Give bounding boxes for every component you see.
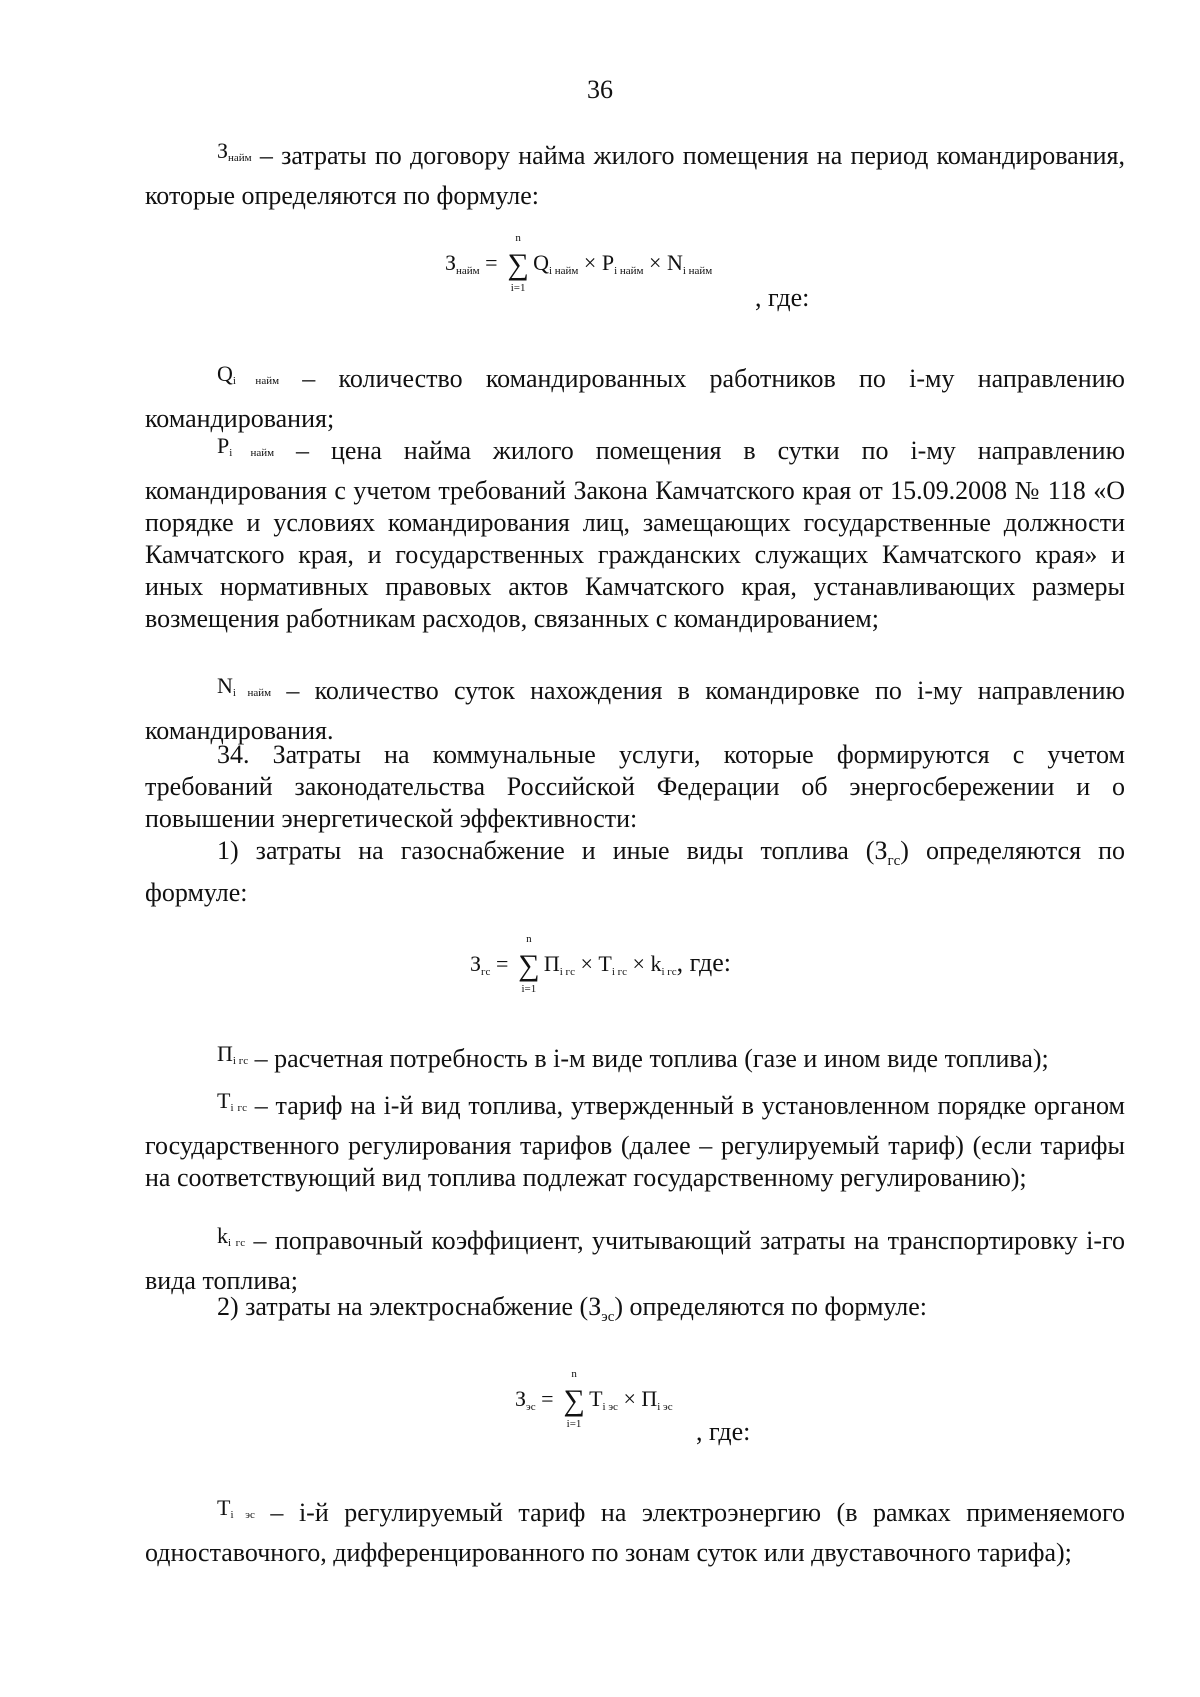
paragraph-text: – тариф на i-й вид топлива, утвержденный в установленном порядке органом государственного регулирования тарифов (далее – регулируемый тариф) (если тарифы на соответствующий вид топлива подлежат государственному регулированию); xyxy=(145,1091,1125,1192)
paragraph-34: 34. Затраты на коммунальные услуги, которые формируются с учетом требований законодательства Российской Федерации об энергосбережении и о повышении энергетической эффективности: xyxy=(145,740,1125,833)
paragraph-n-naim xyxy=(145,675,1125,747)
paragraph-text: – количество командированных работников по i-му направлению командирования; xyxy=(145,364,1125,433)
paragraph-p-naim xyxy=(145,435,1125,635)
formula-z-naim: Знайм = ∑ n i=1 Qi найм × Pi найм × Ni найм xyxy=(445,231,713,294)
paragraph-text: – затраты по договору найма жилого помещения на период командирования, которые определяются по формуле: xyxy=(145,141,1125,210)
paragraph-text: – количество суток нахождения в командировке по i-му направлению командирования. xyxy=(145,676,1125,745)
formula-z-gs: Згс = ∑ n i=1 Пi гс × Ti гс × ki гс, где: xyxy=(470,932,732,995)
paragraph-gas-supply: 1) затраты на газоснабжение и иные виды топлива $(З_{гс})$ определяются по формуле: xyxy=(145,836,1125,908)
symbol-t-gs: Ti гс xyxy=(217,1088,247,1114)
sum-symbol: ∑ n i=1 xyxy=(518,932,540,995)
formula-z-es: Зэс = ∑ n i=1 Ti эс × Пi эс xyxy=(515,1367,673,1430)
symbol-q-naim: Qi найм xyxy=(217,361,280,387)
paragraph-zatraty-naim xyxy=(145,140,1125,212)
sum-symbol: ∑ n i=1 xyxy=(507,231,529,294)
sum-symbol: ∑ n i=1 xyxy=(563,1367,585,1430)
symbol-p-gs: Пi гс xyxy=(217,1041,249,1067)
page-number: 36 xyxy=(587,75,613,104)
symbol-p-naim: Pi найм xyxy=(217,433,275,459)
symbol-t-es: Ti эс xyxy=(217,1495,255,1521)
paragraph-electricity: 2) затраты на электроснабжение $(З_{эс})$ определяются по формуле: xyxy=(217,1292,928,1326)
paragraph-p-gs xyxy=(145,1043,1125,1083)
formula-where-label: , где: xyxy=(696,1417,751,1446)
paragraph-q-naim xyxy=(145,363,1125,435)
paragraph-text: – цена найма жилого помещения в сутки по i-му направлению командирования с учетом требований Закона Камчатского края от 15.09.2008 № 118 «О порядке и условиях командирования лиц, замещающих государственные должности Камчатского края, и государственных гражданских служащих Камчатского края» и иных нормативных правовых актов Камчатского края, устанавливающих размеры возмещения работникам расходов, связанных с командированием; xyxy=(145,436,1125,633)
paragraph-text: – расчетная потребность в i-м виде топлива (газе и ином виде топлива); xyxy=(248,1044,1049,1073)
symbol-n-naim: Ni найм xyxy=(217,673,272,699)
paragraph-text: – поправочный коэффициент, учитывающий затраты на транспортировку i-го вида топлива; xyxy=(145,1226,1125,1295)
formula-where-label: , где: xyxy=(676,948,732,977)
symbol-z-naim: Знайм xyxy=(217,138,252,164)
paragraph-t-es xyxy=(145,1497,1125,1569)
paragraph-t-gs xyxy=(145,1090,1125,1194)
symbol-k-gs: ki гс xyxy=(217,1223,246,1249)
paragraph-k-gs xyxy=(145,1225,1125,1297)
formula-where-label: , где: xyxy=(755,283,810,312)
paragraph-text: – i-й регулируемый тариф на электроэнергию (в рамках применяемого одноставочного, дифференцированного по зонам суток или двуставочного тарифа); xyxy=(145,1498,1125,1567)
